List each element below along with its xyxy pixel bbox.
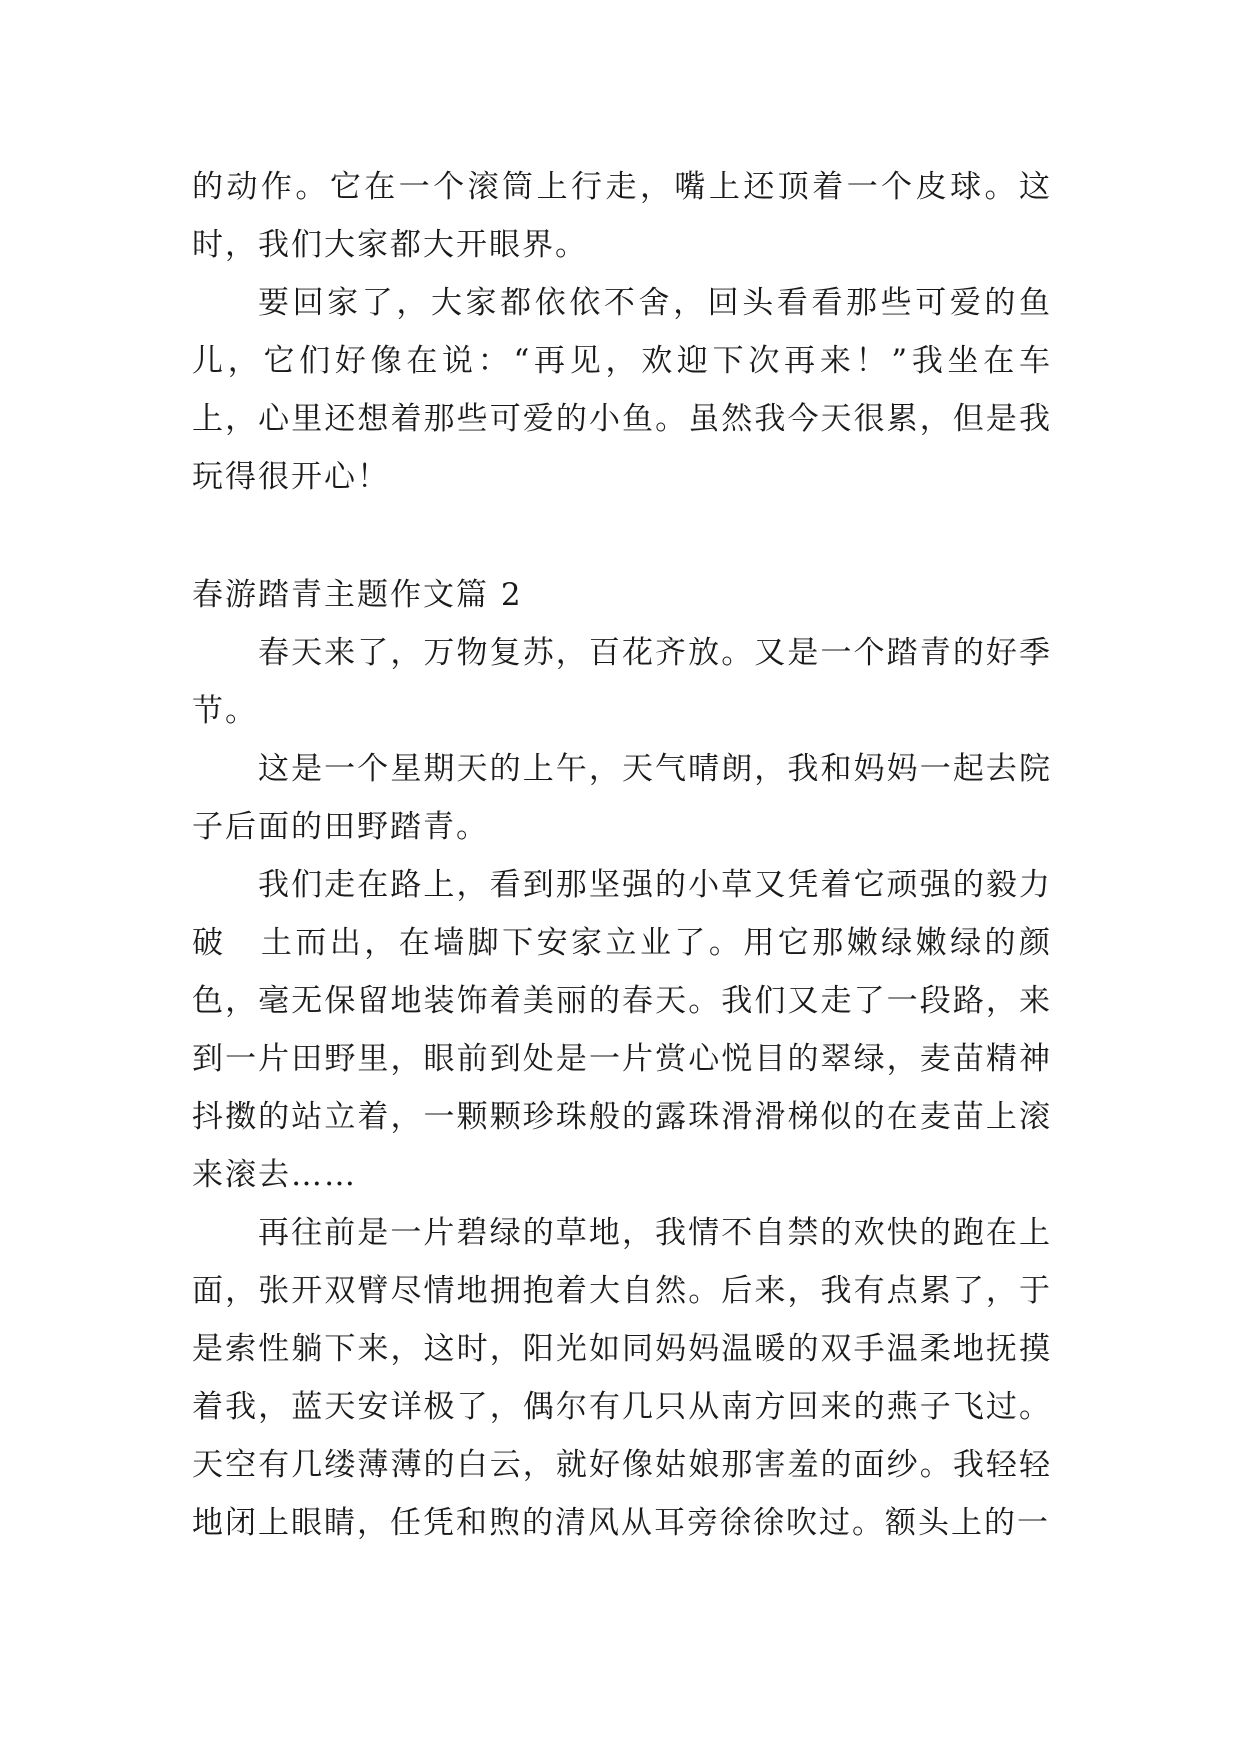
section-title: 春游踏青主题作文篇 2 bbox=[192, 577, 523, 613]
paragraph-walking-road: 我们走在路上，看到那坚强的小草又凭着它顽强的毅力破 土而出，在墙脚下安家立业了。用它那嫩绿嫩绿的颜色，毫无保留地装饰着美丽的春天。我们又走了一段路，来到一片田野里，眼前到处是一片赏心悦目的翠绿，麦苗精神抖擞的站立着，一颗颗珍珠般的露珠滑滑梯似的在麦苗上滚来滚去…… bbox=[192, 867, 1052, 1193]
paragraph-green-meadow: 再往前是一片碧绿的草地，我情不自禁的欢快的跑在上面，张开双臂尽情地拥抱着大自然。后来，我有点累了，于是索性躺下来，这时，阳光如同妈妈温暖的双手温柔地抚摸着我，蓝天安详极了，偶尔有几只从南方回来的燕子飞过。天空有几缕薄薄的白云，就好像姑娘那害羞的面纱。我轻轻地闭上眼睛，任凭和煦的清风从耳旁徐徐吹过。额头上的一 bbox=[192, 1215, 1052, 1541]
paragraph-spring-arrives: 春天来了，万物复苏，百花齐放。又是一个踏青的好季节。 bbox=[192, 635, 1052, 729]
paragraph-going-home: 要回家了，大家都依依不舍，回头看看那些可爱的鱼儿，它们好像在说：“再见，欢迎下次再来！”我坐在车上，心里还想着那些可爱的小鱼。虽然我今天很累，但是我玩得很开心！ bbox=[192, 285, 1052, 495]
paragraph-continuation: 的动作。它在一个滚筒上行走，嘴上还顶着一个皮球。这时，我们大家都大开眼界。 bbox=[192, 169, 1052, 263]
document-body bbox=[192, 158, 1052, 1552]
paragraph-sunday-morning: 这是一个星期天的上午，天气晴朗，我和妈妈一起去院子后面的田野踏青。 bbox=[192, 751, 1052, 845]
